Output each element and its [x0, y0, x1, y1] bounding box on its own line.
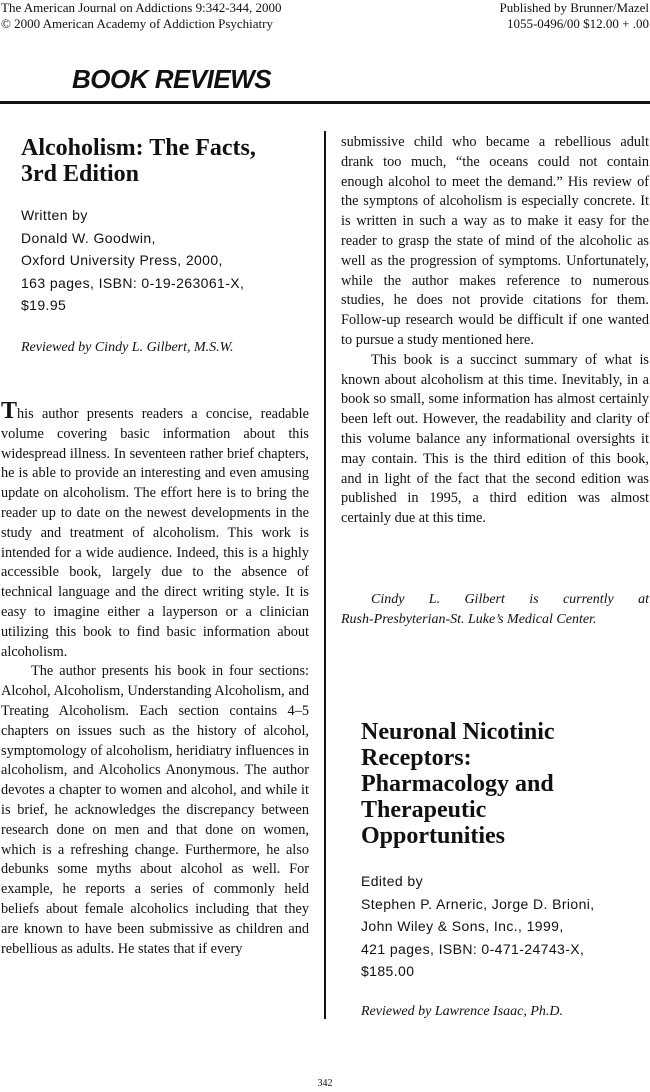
section-title: BOOK REVIEWS: [72, 64, 272, 94]
review1-reviewer: Reviewed by Cindy L. Gilbert, M.S.W.: [21, 340, 234, 355]
review1-book-meta: [21, 204, 321, 317]
price-line: 1055-0496/00 $12.00 + .00: [506, 16, 649, 31]
review2-meta-line: 421 pages, ISBN: 0-471-24743-X,: [361, 940, 585, 957]
review1-paragraph-4: This book is a succinct summary of what is known about alcoholism at this time. Inevitably, in a book so small, some information has almost certainly been left out. However, the readability and clarity of this volume balance any informational oversights it may contain. This is the third edition of this book, and in light of the fact that the second edition was published in 1995, a third edition was almost certainly due at this time.: [341, 351, 649, 527]
publisher-header: [500, 0, 649, 32]
review1-meta-line: Donald W. Goodwin,: [21, 229, 156, 246]
review1-body-right: [341, 133, 649, 529]
review1-paragraph-2: The author presents his book in four sections: Alcohol, Alcoholism, Understanding Alcoholism, and Treating Alcoholism. Each section contains 4–5 chapters on issues such as the history of alcohol, symptomology of alcoholism, heridiatry influences in alcoholism, and Alcoholics Anonymous. The author devotes a chapter to women and alcohol, and while it is brief, he acknowledges the discrepancy between research done on men and that done on women, which is a refreshing change. Furthermore, he also debunks some myths about alcohol as well. For example, he reports a series of commonly held beliefs about female alcoholics including that they are known to have been submissive as children and rebellious as adults. He states that if every: [1, 663, 309, 957]
review1-title-line1: Alcoholism: The Facts,: [21, 135, 256, 161]
review2-book-meta: [361, 870, 646, 983]
review1-meta-line: Oxford University Press, 2000,: [21, 252, 223, 268]
review2-title-line: Neuronal Nicotinic: [361, 719, 555, 745]
drop-cap: T: [1, 398, 18, 424]
column-divider: [324, 131, 326, 1019]
reviewer-credit: [341, 590, 649, 630]
review1-body-left: [1, 398, 309, 959]
publisher-line: Published by Brunner/Mazel: [499, 0, 649, 15]
review2-title-line: Pharmacology and: [361, 771, 554, 797]
review2-title-line: Therapeutic: [361, 797, 487, 823]
review2-meta-line: Stephen P. Arneric, Jorge D. Brioni,: [361, 895, 595, 912]
review2-meta-line: Edited by: [361, 873, 423, 889]
review1-paragraph-3: submissive child who became a rebellious adult drank too much, “the oceans could not contain enough alcohol to meet the demand.” His review of the symptons of alcoholism is especially concrete. It is written in such a way as to make it easy for the reader to grasp the state of mind of the alcoholic as well as the progression of symptoms. Unfortunately, while the author makes reference to numerous studies, he does not provide citations for them. Follow-up research would be difficult if one wanted to pursue a study mentioned here.: [341, 134, 649, 348]
page-number: 342: [317, 1078, 333, 1089]
review2-reviewer: Reviewed by Lawrence Isaac, Ph.D.: [361, 1004, 564, 1019]
review1-meta-line: 163 pages, ISBN: 0-19-263061-X,: [21, 274, 245, 291]
review1-meta-line: Written by: [21, 207, 88, 223]
credit-line-1: Cindy L. Gilbert is currently at: [371, 592, 649, 607]
credit-line-2: Rush-Presbyterian-St. Luke’s Medical Center.: [341, 611, 597, 627]
review1-meta-line: $19.95: [21, 297, 67, 313]
review2-title-line: Opportunities: [361, 823, 506, 849]
journal-header: [1, 0, 282, 32]
review2-title-line: Receptors:: [361, 745, 472, 771]
section-rule: [0, 101, 650, 104]
review2-meta-line: John Wiley & Sons, Inc., 1999,: [361, 918, 564, 934]
copyright-line: © 2000 American Academy of Addiction Psychiatry: [1, 16, 273, 31]
review2-title: [361, 719, 646, 849]
review1-title-line2: 3rd Edition: [21, 161, 140, 187]
review1-paragraph-1: This author presents readers a concise, readable volume covering basic information about this widespread illness. In seventeen rather brief chapters, he is able to provide an interesting and even amusing update on alcoholism. The effort here is to bring the reader up to date on the newest developments in the study and treatment of alcoholism. This work is intended for a wide audience. Indeed, this is a highly accessible book, largely due to the absence of technical language and the direct writing style. It is easy to imagine either a layperson or a clinician utilizing this book to find basic information about alcoholism.: [1, 398, 309, 660]
journal-citation: The American Journal on Addictions 9:342-344, 2000: [1, 0, 282, 15]
review2-meta-line: $185.00: [361, 963, 415, 979]
review1-title: [21, 135, 321, 187]
